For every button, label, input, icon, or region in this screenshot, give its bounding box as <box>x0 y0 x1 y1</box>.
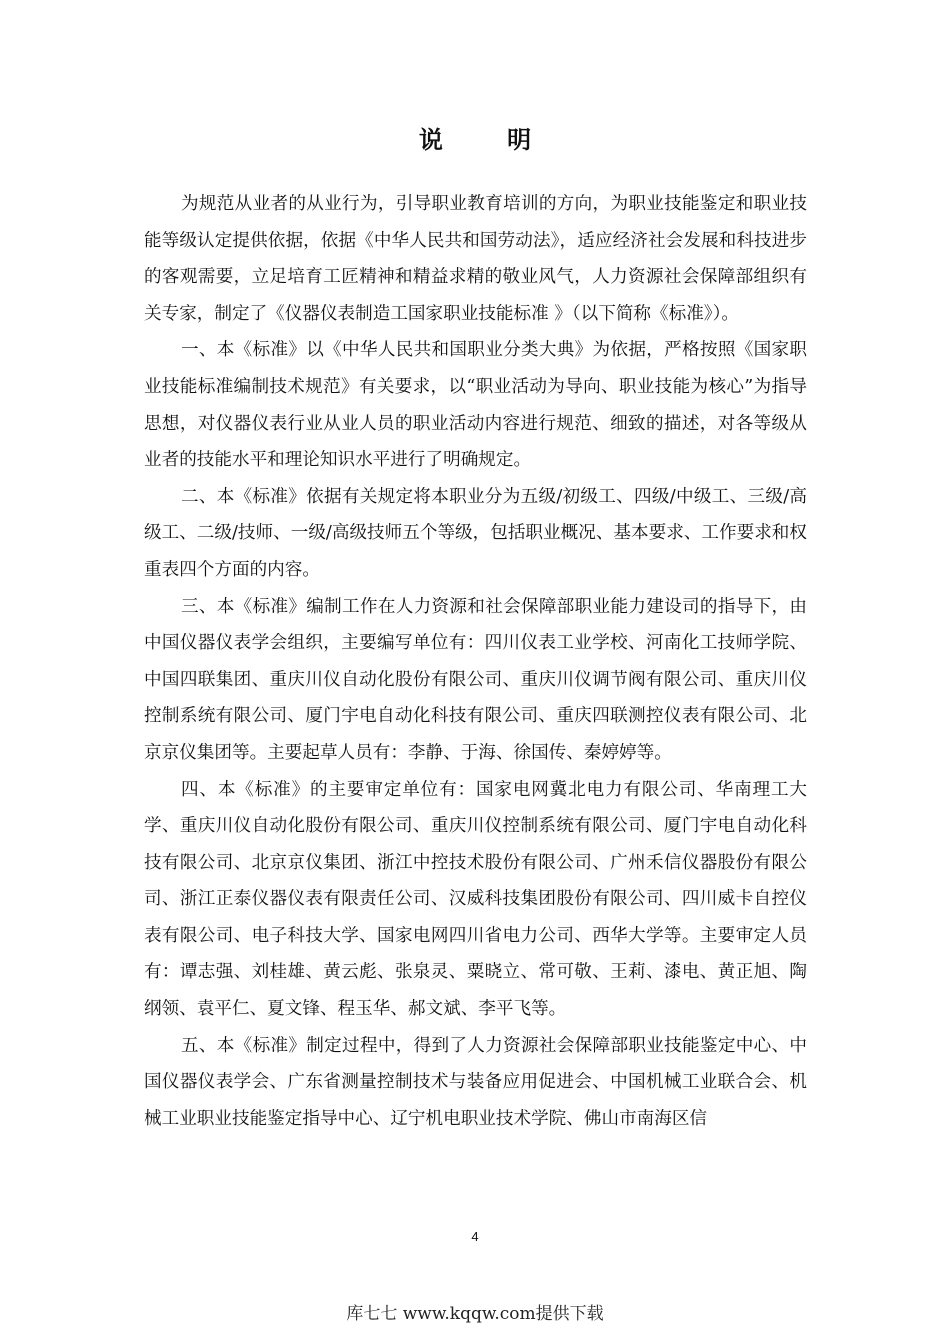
paragraph-2: 二、本《标准》依据有关规定将本职业分为五级/初级工、四级/中级工、三级/高级工、二级/技师、一级/高级技师五个等级，包括职业概况、基本要求、工作要求和权重表四个方面的内容。 <box>144 486 807 580</box>
page-number: 4 <box>471 1229 479 1244</box>
paragraph-intro: 为规范从业者的从业行为，引导职业教育培训的方向，为职业技能鉴定和职业技能等级认定提供依据，依据《中华人民共和国劳动法》，适应经济社会发展和科技进步的客观需要，立足培育工匠精神和精益求精的敬业风气，人力资源社会保障部组织有关专家，制定了《仪器仪表制造工国家职业技能标准 》（以下简称《标准》）。 <box>144 194 807 324</box>
paragraph-5: 五、本《标准》制定过程中，得到了人力资源社会保障部职业技能鉴定中心、中国仪器仪表学会、广东省测量控制技术与装备应用促进会、中国机械工业联合会、机械工业职业技能鉴定指导中心、辽宁机电职业技术学院、佛山市南海区信 <box>144 1035 807 1129</box>
paragraph-4: 四、本《标准》的主要审定单位有：国家电网冀北电力有限公司、华南理工大学、重庆川仪自动化股份有限公司、重庆川仪控制系统有限公司、厦门宇电自动化科技有限公司、北京京仪集团、浙江中控技术股份有限公司、广州禾信仪器股份有限公司、浙江正泰仪器仪表有限责任公司、汉威科技集团股份有限公司、四川威卡自控仪表有限公司、电子科技大学、国家电网四川省电力公司、西华大学等。主要审定人员有：谭志强、刘桂雄、黄云彪、张泉灵、粟晓立、常可敬、王莉、漆电、黄正旭、陶纲领、袁平仁、夏文锋、程玉华、郝文斌、李平飞等。 <box>144 779 807 1020</box>
footer-watermark: 库七七 www.kqqw.com提供下载 <box>346 1304 604 1324</box>
paragraph-1: 一、本《标准》以《中华人民共和国职业分类大典》为依据，严格按照《国家职业技能标准编制技术规范》有关要求，以“职业活动为导向、职业技能为核心”为指导思想，对仪器仪表行业从业人员的职业活动内容进行规范、细致的描述，对各等级从业者的技能水平和理论知识水平进行了明确规定。 <box>144 340 807 471</box>
document-body <box>144 186 807 1137</box>
page-title: 说 明 <box>418 126 560 154</box>
paragraph-3: 三、本《标准》编制工作在人力资源和社会保障部职业能力建设司的指导下，由中国仪器仪表学会组织，主要编写单位有：四川仪表工业学校、河南化工技师学院、中国四联集团、重庆川仪自动化股份有限公司、重庆川仪调节阀有限公司、重庆川仪控制系统有限公司、厦门宇电自动化科技有限公司、重庆四联测控仪表有限公司、北京京仪集团等。主要起草人员有：李静、于海、徐国传、秦婷婷等。 <box>144 596 807 763</box>
